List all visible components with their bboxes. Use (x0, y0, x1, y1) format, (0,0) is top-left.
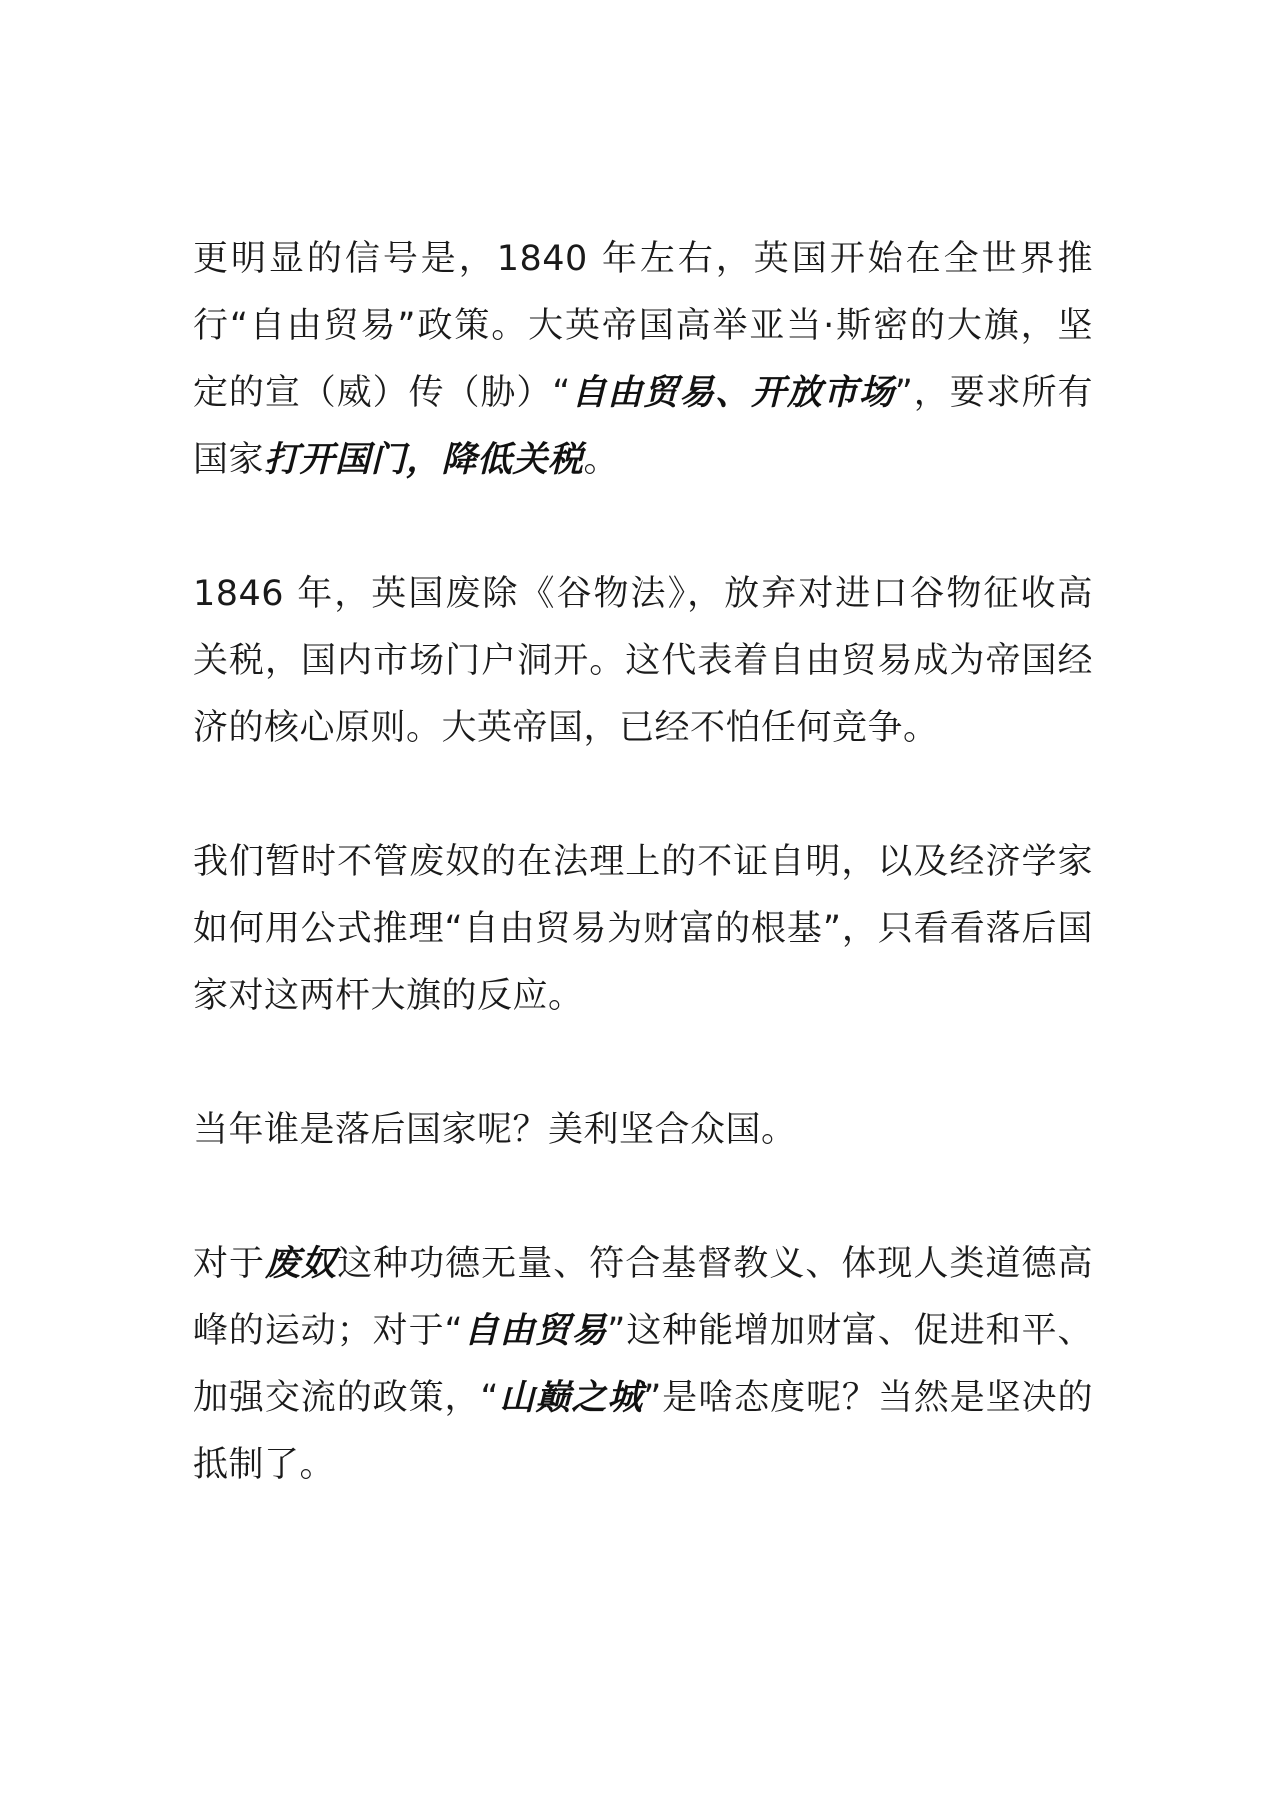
text-run: 我们暂时不管废奴的在法理上的不证自明，以及经济学家如何用公式推理“自由贸易为财富的根基”，只看看落后国家对这两杆大旗的反应。 (193, 842, 1093, 1016)
paragraph-free-trade-policy (193, 226, 1093, 494)
paragraph-corn-laws (193, 561, 1093, 762)
emphasized-text: 自由贸易、开放市场 (570, 373, 895, 413)
paragraph-backward-nations (193, 829, 1093, 1030)
text-run: ”是啥态度呢？当然是坚决的抵制了。 (193, 1378, 1093, 1485)
text-run: 当年谁是落后国家呢？美利坚合众国。 (193, 1110, 797, 1150)
text-run: ”这种能增加财富、促进和平、加强交流的政策，“ (193, 1311, 1093, 1418)
text-run: 对于 (193, 1244, 266, 1284)
text-run: 。 (583, 440, 620, 480)
text-run: 更明显的信号是，1840 年左右，英国开始在全世界推行“自由贸易”政策。大英帝国高举亚当·斯密的大旗，坚定的宣（威）传（胁）“ (193, 239, 1093, 413)
text-run: 这种功德无量、符合基督教义、体现人类道德高峰的运动；对于“ (193, 1244, 1093, 1351)
paragraph-usa (193, 1097, 1093, 1164)
document-page (193, 226, 1093, 1499)
text-run: 1846 年，英国废除《谷物法》，放弃对进口谷物征收高关税，国内市场门户洞开。这代表着自由贸易成为帝国经济的核心原则。大英帝国，已经不怕任何竞争。 (193, 574, 1093, 748)
emphasized-text: 打开国门，降低关税 (264, 440, 584, 480)
emphasized-text: 山巅之城 (499, 1378, 644, 1418)
paragraph-resistance (193, 1231, 1093, 1499)
emphasized-text: 废奴 (265, 1244, 338, 1284)
emphasized-text: 自由贸易 (463, 1311, 608, 1351)
text-run: ”，要求所有国家 (193, 373, 1093, 480)
